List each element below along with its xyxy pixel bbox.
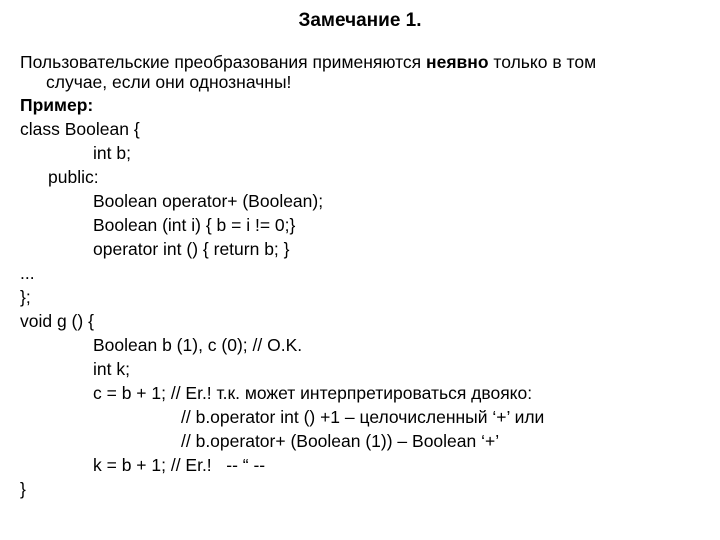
code-line-15: k = b + 1; // Er.! -- “ -- [93, 455, 266, 475]
code-line-7: ... [20, 263, 35, 283]
code-line-12: c = b + 1; // Er.! т.к. может интерпретироваться двояко: [93, 383, 533, 403]
code-line-1: class Boolean { [20, 119, 140, 139]
code-line-9: void g () { [20, 311, 94, 331]
code-line-11: int k; [93, 359, 130, 379]
example-label: Пример: [20, 95, 94, 115]
intro-text-end: только в том [488, 52, 597, 72]
code-line-14: // b.operator+ (Boolean (1)) – Boolean ‘+’ [181, 431, 500, 451]
code-line-5: Boolean (int i) { b = i != 0;} [93, 215, 296, 235]
code-line-10: Boolean b (1), c (0); // O.K. [93, 335, 303, 355]
code-line-13: // b.operator int () +1 – целочисленный ‘+’ или [181, 407, 545, 427]
intro-text-start: Пользовательские преобразования применяются [20, 52, 427, 72]
intro-line-2: случае, если они однозначны! [46, 72, 292, 92]
code-line-3: public: [48, 167, 99, 187]
code-line-8: }; [20, 287, 31, 307]
code-line-6: operator int () { return b; } [93, 239, 290, 259]
code-line-4: Boolean operator+ (Boolean); [93, 191, 324, 211]
code-line-2: int b; [93, 143, 131, 163]
code-line-16: } [20, 479, 26, 499]
intro-emphasis: неявно [426, 52, 489, 72]
slide-title: Замечание 1. [298, 10, 422, 31]
